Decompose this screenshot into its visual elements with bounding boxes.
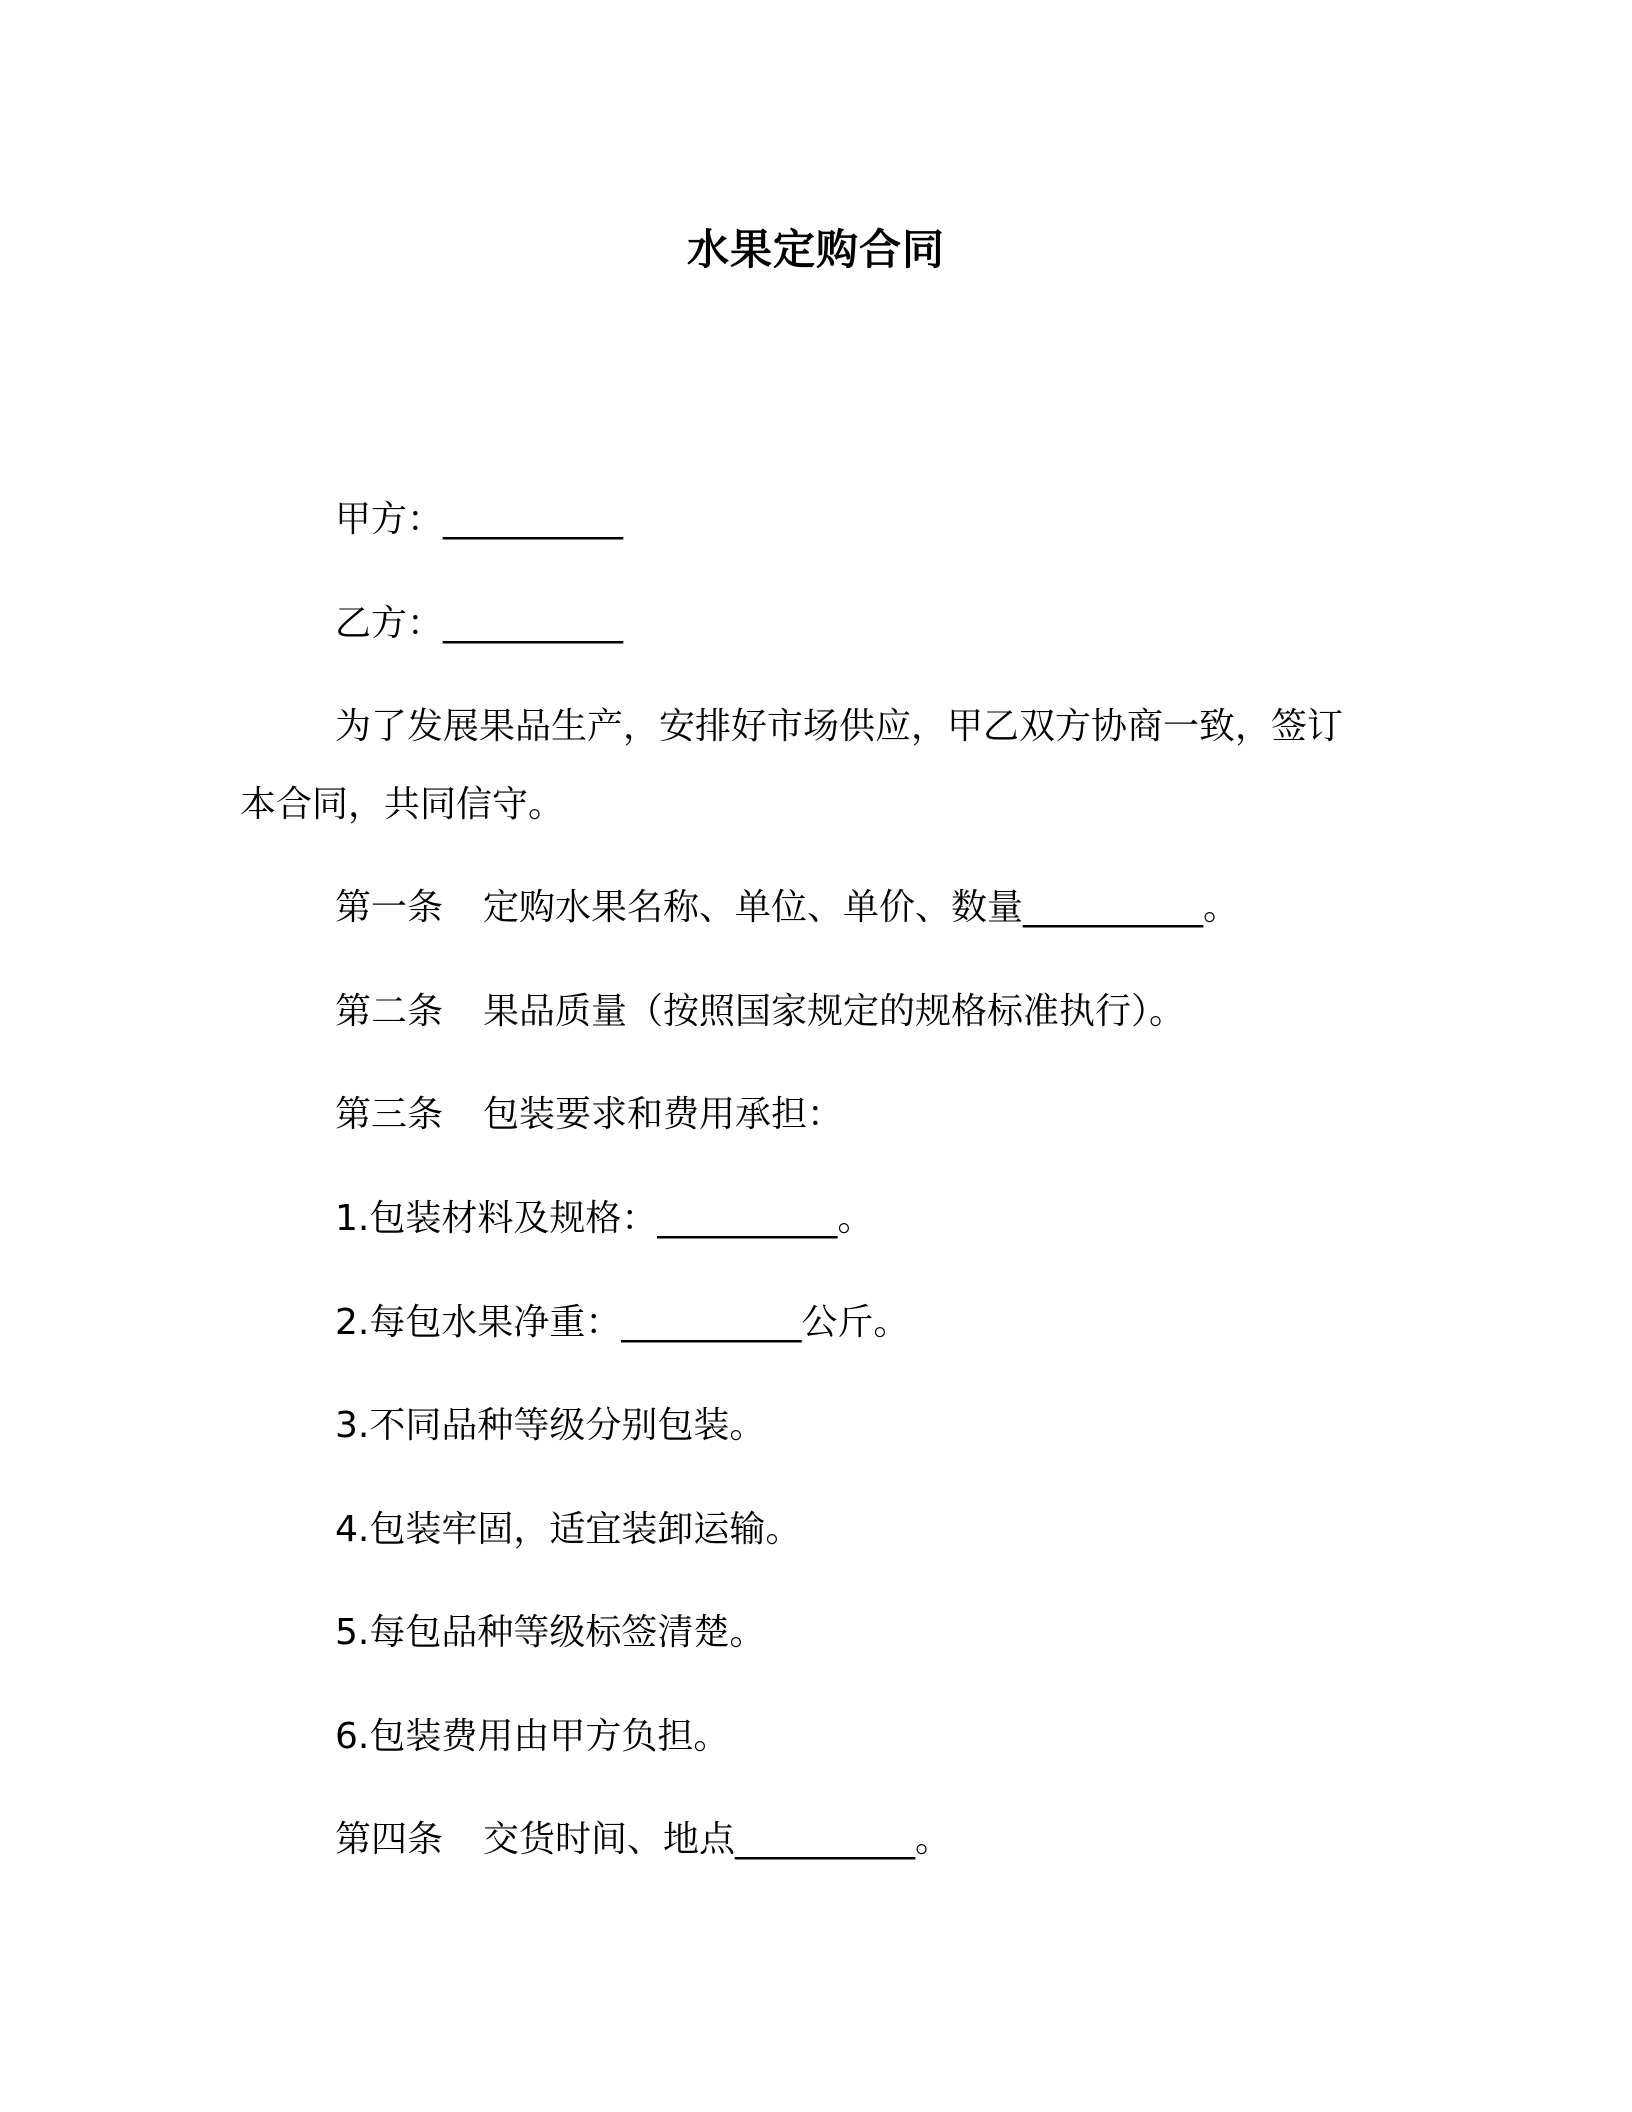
packaging-item-1: 1.包装材料及规格：__________。 bbox=[335, 1198, 874, 1239]
party-a-line: 甲方：__________ bbox=[335, 499, 624, 540]
article-1-heading: 第一条 bbox=[335, 887, 444, 928]
article-1 bbox=[335, 884, 1239, 932]
article-4 bbox=[335, 1816, 951, 1864]
article-1-text: 定购水果名称、单位、单价、数量__________。 bbox=[483, 887, 1240, 928]
article-4-heading: 第四条 bbox=[335, 1819, 444, 1860]
intro-paragraph-line-2: 本合同，共同信守。 bbox=[240, 784, 565, 825]
packaging-item-2: 2.每包水果净重：__________公斤。 bbox=[335, 1302, 910, 1343]
packaging-item-6: 6.包装费用由甲方负担。 bbox=[335, 1716, 730, 1757]
article-2-text: 果品质量（按照国家规定的规格标准执行）。 bbox=[483, 991, 1186, 1032]
article-2-heading: 第二条 bbox=[335, 991, 444, 1032]
article-4-text: 交货时间、地点__________。 bbox=[483, 1819, 952, 1860]
document-title: 水果定购合同 bbox=[686, 225, 945, 274]
article-3-text: 包装要求和费用承担： bbox=[483, 1094, 844, 1135]
article-2 bbox=[335, 988, 1185, 1036]
packaging-item-3: 3.不同品种等级分别包装。 bbox=[335, 1405, 766, 1446]
party-b-line: 乙方：__________ bbox=[335, 603, 624, 644]
intro-paragraph-line-1: 为了发展果品生产，安排好市场供应，甲乙双方协商一致，签订 bbox=[335, 706, 1344, 747]
article-3-heading: 第三条 bbox=[335, 1094, 444, 1135]
packaging-item-5: 5.每包品种等级标签清楚。 bbox=[335, 1612, 766, 1653]
article-3 bbox=[335, 1091, 843, 1139]
packaging-item-4: 4.包装牢固，适宜装卸运输。 bbox=[335, 1509, 802, 1550]
